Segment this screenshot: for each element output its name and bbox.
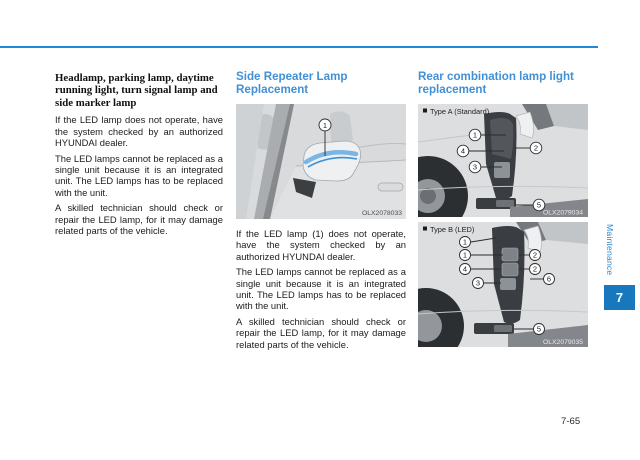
left-paragraph-3: A skilled technician should check or repair the LED lamp, for it may damage related parts of the vehicle. <box>55 202 223 236</box>
left-column-heading: Headlamp, parking lamp, daytime running light, turn signal lamp and side marker lamp <box>55 72 218 109</box>
svg-text:4: 4 <box>462 264 468 274</box>
type-b-bullet-square <box>423 227 427 231</box>
figure-code: OLX2079035 <box>542 339 583 346</box>
figure-rear-lamp-type-b <box>418 222 590 347</box>
left-column <box>55 72 223 241</box>
svg-text:Type B (LED): Type B (LED) <box>430 225 475 234</box>
svg-text:Type A (Standard): Type A (Standard) <box>430 107 490 116</box>
svg-text:6: 6 <box>546 274 552 284</box>
svg-text:1: 1 <box>462 250 468 260</box>
top-rule <box>0 46 598 48</box>
side-repeater-heading: Side Repeater Lamp Replacement <box>236 70 348 96</box>
figure-code: OLX2079034 <box>542 209 583 217</box>
svg-text:3: 3 <box>472 162 478 172</box>
page-number: 7-65 <box>561 416 581 427</box>
chapter-number-box: 7 <box>604 285 635 310</box>
rear-lamp-heading: Rear combination lamp light replacement <box>418 70 574 96</box>
lower-lens <box>500 278 516 290</box>
led-module-lower <box>502 263 518 276</box>
door-handle <box>378 183 403 191</box>
svg-text:1: 1 <box>472 130 478 140</box>
bumper-reflector <box>474 323 514 334</box>
type-a-illustration <box>418 104 588 217</box>
svg-text:3: 3 <box>475 278 481 288</box>
middle-paragraph-3: A skilled technician should check or repair the LED lamp, for it may damage related parts of the vehicle. <box>236 316 406 350</box>
svg-text:1: 1 <box>322 120 328 130</box>
figure-rear-lamp-type-a <box>418 104 590 217</box>
right-column <box>418 70 590 356</box>
middle-paragraph-1: If the LED lamp (1) does not operate, have the system checked by an authorized HYUNDAI dealer. <box>236 228 406 262</box>
left-paragraph-2: The LED lamps cannot be replaced as a single unit because it is an integrated unit. The LED lamps has to be replaced with the unit. <box>55 152 223 198</box>
middle-paragraph-2: The LED lamps cannot be replaced as a single unit because it is an integrated unit. The LED lamps has to be replaced with the unit. <box>236 266 406 312</box>
svg-text:1: 1 <box>462 237 468 247</box>
type-b-label <box>423 225 474 234</box>
side-repeater-illustration <box>236 104 406 219</box>
svg-text:5: 5 <box>536 200 542 210</box>
svg-text:2: 2 <box>533 143 539 153</box>
type-a-bullet-square <box>423 109 427 113</box>
type-b-illustration <box>418 222 588 347</box>
led-module-upper <box>502 248 518 261</box>
left-paragraph-1: If the LED lamp does not operate, have the system checked by an authorized HYUNDAI dealer. <box>55 114 223 148</box>
figure-side-repeater <box>236 104 406 219</box>
svg-text:4: 4 <box>460 146 466 156</box>
svg-text:2: 2 <box>532 250 538 260</box>
type-a-label <box>423 107 489 116</box>
svg-text:2: 2 <box>532 264 538 274</box>
figure-code: OLX2078033 <box>361 210 402 217</box>
svg-text:5: 5 <box>536 324 542 334</box>
chapter-tab-label: Maintenance <box>605 224 615 276</box>
middle-column <box>236 70 406 354</box>
